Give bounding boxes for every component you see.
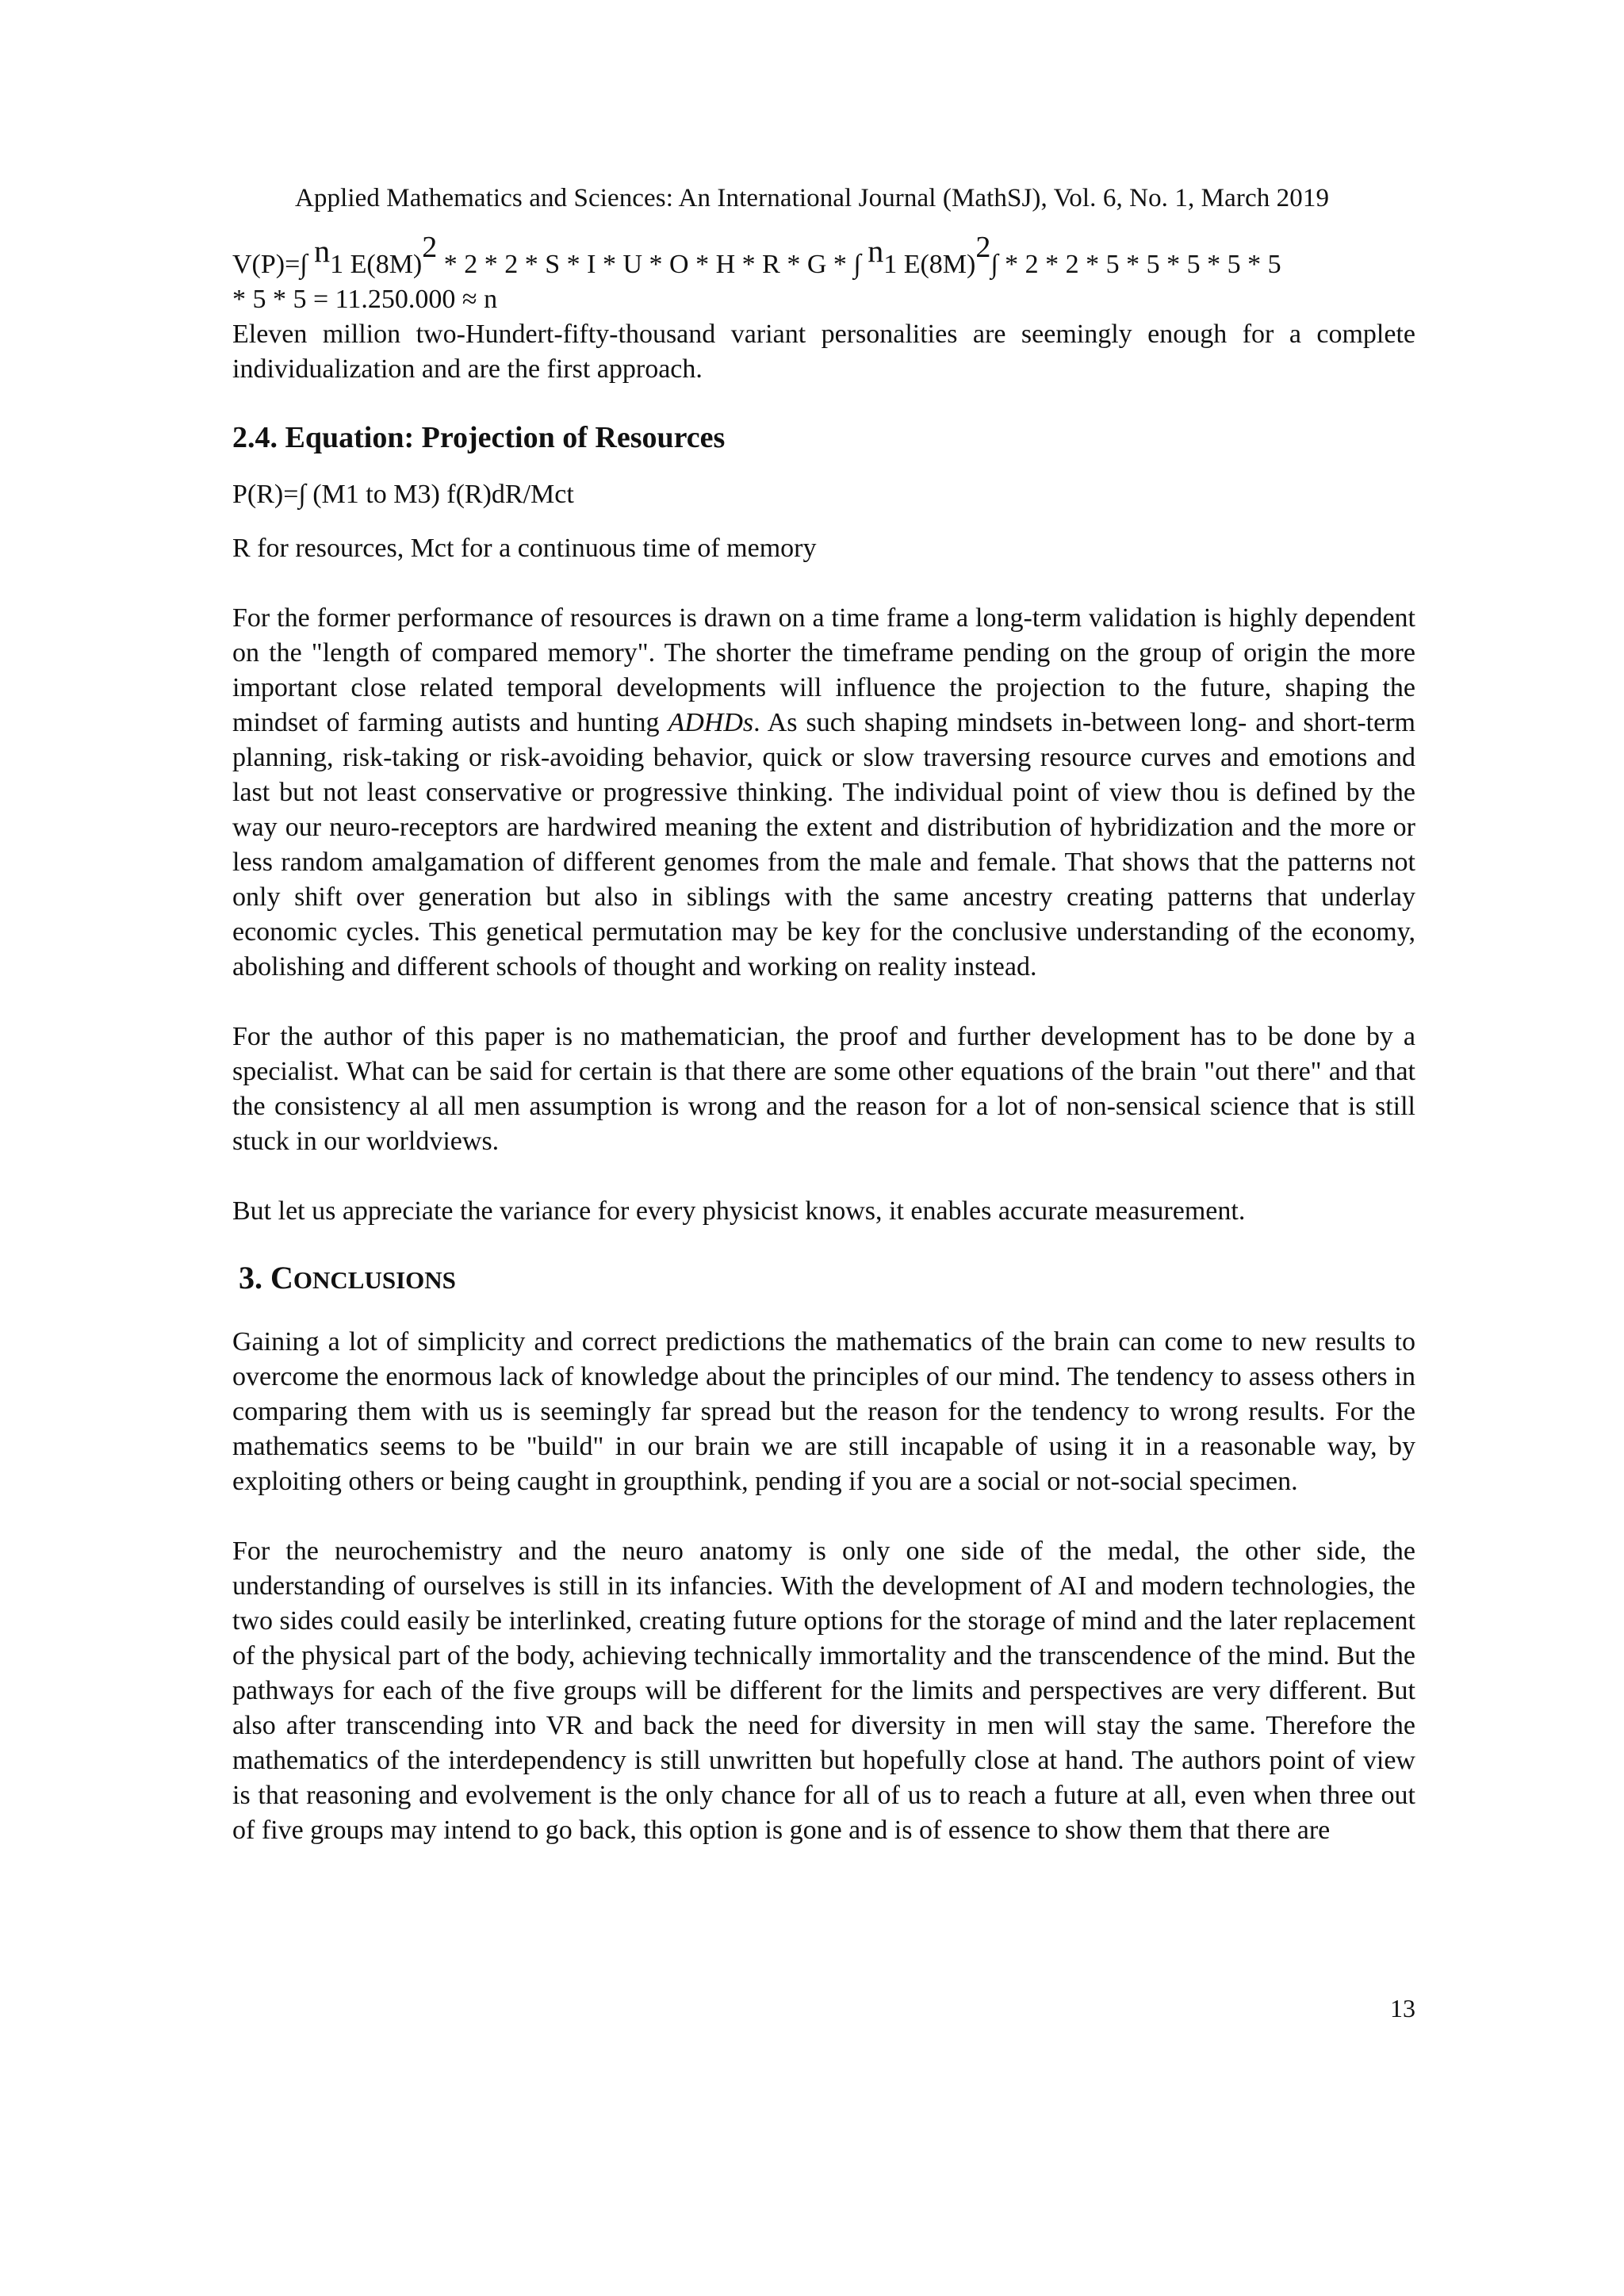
- text-run: . As such shaping mindsets in-between long- and short-term planning, risk-taking or risk-avoiding behavior, quick or slow traversing resource curves and emotions and last but not least conservative or progressive thinking. The individual point of view thou is defined by the way our neuro-receptors are hardwired meaning the extent and distribution of hybridization and the more or less random amalgamation of different genomes from the male and female. That shows that the patterns not only shift over generation but also in siblings with the same ancestry creating patterns that underlay economic cycles. This genetical permutation may be key for the conclusive understanding of the economy, abolishing and different schools of thought and working on reality instead.: [232, 708, 1415, 982]
- paragraph-conclusions-2: For the neurochemistry and the neuro anatomy is only one side of the medal, the other side, the understanding of ourselves is still in its infancies. With the development of AI and modern technologies, the two sides could easily be interlinked, creating future options for the storage of mind and the later replacement of the physical part of the body, achieving technically immortality and the transcendence of the mind. But the pathways for each of the five groups will be different for the limits and perspectives are very different. But also after transcending into VR and back the need for diversity in men will stay the same. Therefore the mathematics of the interdependency is still unwritten but hopefully close at hand. The authors point of view is that reasoning and evolvement is the only chance for all of us to reach a future at all, even when three out of five groups may intend to go back, this option is gone and is of essence to show them that there are: [232, 1536, 1415, 1845]
- paragraph-author-note: For the author of this paper is no mathematician, the proof and further development has to be done by a specialist. What can be said for certain is that there are some other equations of the brain "out there" and that the consistency al all men assumption is wrong and the reason for a lot of non-sensical science that is still stuck in our worldviews.: [232, 1022, 1415, 1156]
- equation-continuation: * 5 * 5 = 11.250.000 ≈ n: [232, 285, 498, 314]
- eq-part: ∫ * 2 * 2 * 5 * 5 * 5 * 5 * 5: [990, 250, 1281, 279]
- running-header: Applied Mathematics and Sciences: An International Journal (MathSJ), Vol. 6, No. 1, March 2019: [294, 184, 1330, 212]
- paragraph-eleven-million: Eleven million two-Hundert-fifty-thousand variant personalities are seemingly enough for a complete individualization and are the first approach.: [232, 320, 1415, 384]
- paragraph-conclusions-1: Gaining a lot of simplicity and correct predictions the mathematics of the brain can come to new results to overcome the enormous lack of knowledge about the principles of our mind. The tendency to assess others in comparing them with us is seemingly far spread but the reason for the tendency to wrong results. For the mathematics seems to be "build" in our brain we are still incapable of using it in a reasonable way, by exploiting others or being caught in groupthink, pending if you are a social or not-social specimen.: [232, 1327, 1415, 1496]
- eq-upper-limit: n: [868, 233, 884, 269]
- page-body: [232, 231, 1415, 1848]
- text-run: For the former performance of resources is drawn on a time frame a long-term validation is highly dependent on the "length of compared memory". The shorter the timeframe pending on the group of origin the more important close related temporal developments will influence the projection to the future, shaping the mindset of farming autists and hunting: [232, 603, 1415, 737]
- section-heading-conclusions: [232, 1261, 1415, 1298]
- paragraph-resources: [232, 601, 1415, 985]
- section-title-rest: ONCLUSIONS: [293, 1266, 456, 1294]
- paragraph-variance: But let us appreciate the variance for every physicist knows, it enables accurate measurement.: [232, 1196, 1246, 1226]
- eq-exponent: 2: [422, 231, 438, 264]
- eq-part: * 2 * 2 * S * I * U * O * H * R * G * ∫: [437, 250, 868, 279]
- resource-projection-equation: P(R)=∫ (M1 to M3) f(R)dR/Mct: [232, 480, 574, 509]
- eq-part: V(P)=∫: [232, 250, 315, 279]
- eq-part: 1 E(8M): [330, 250, 423, 279]
- section-number: 3.: [239, 1260, 270, 1295]
- eq-part: 1 E(8M): [883, 250, 976, 279]
- page-number: 13: [1390, 1994, 1415, 2022]
- equation-definition: R for resources, Mct for a continuous time of memory: [232, 534, 817, 563]
- section-heading-2-4: 2.4. Equation: Projection of Resources: [232, 421, 726, 454]
- eq-exponent: 2: [975, 231, 991, 264]
- section-title-initial: C: [270, 1260, 293, 1295]
- emphasis-adhds: ADHDs: [668, 708, 754, 737]
- personality-variance-equation: [232, 231, 1415, 282]
- eq-upper-limit: n: [314, 233, 331, 269]
